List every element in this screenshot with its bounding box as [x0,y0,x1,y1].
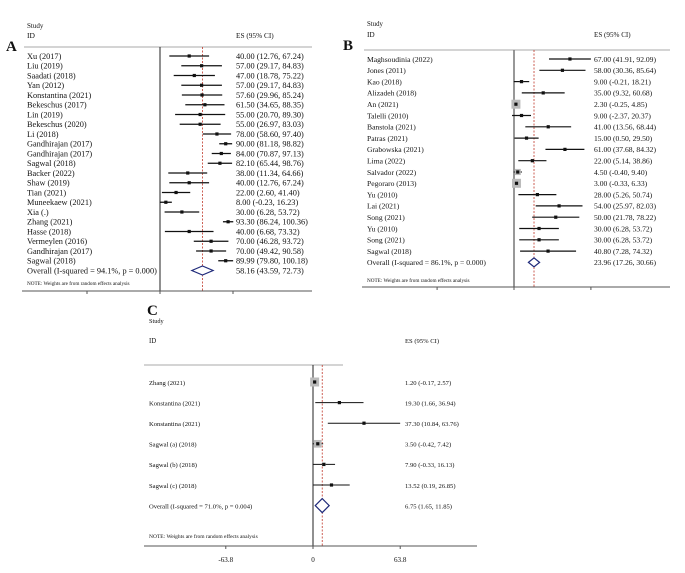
point-estimate-marker [164,201,167,204]
study-row [27,140,304,149]
pooled-diamond [315,499,329,513]
point-estimate-marker [220,152,223,155]
study-label: Xu (2017) [27,51,62,61]
effect-size-value: 57.60 (29.96, 85.24) [236,90,304,100]
study-label: Alizadeh (2018) [367,88,417,98]
weights-note: NOTE: Weights are from random effects analysis [27,281,130,287]
study-label: Muneekaew (2021) [27,198,92,208]
study-label: Vermeylen (2016) [27,237,88,247]
study-row [27,120,304,129]
study-row [367,179,648,188]
point-estimate-marker [188,54,191,57]
study-label: An (2021) [367,100,399,109]
effect-size-value: 70.00 (46.28, 93.72) [236,237,304,247]
point-estimate-marker [547,125,550,128]
study-row [27,257,308,266]
point-estimate-marker [316,442,319,445]
effect-size-value: 13.52 (0.19, 26.85) [405,482,456,490]
point-estimate-marker [210,240,213,243]
study-row [367,123,656,132]
study-label: Gandhirajan (2017) [27,149,93,159]
study-label: Pegoraro (2013) [367,179,417,189]
header-id: ID [149,338,157,345]
forest-plot-panel-b [340,0,685,296]
study-label: Tian (2021) [27,188,67,198]
effect-size-value: 41.00 (13.56, 68.44) [594,122,657,132]
point-estimate-marker [330,483,333,486]
study-label: Backer (2022) [27,168,75,178]
point-estimate-marker [186,171,189,174]
study-label: Maghsoudinia (2022) [367,54,433,64]
study-label: Shaw (2019) [27,178,70,188]
x-tick-label: -63.8 [218,556,234,564]
point-estimate-marker [542,91,545,94]
effect-size-value: 61.00 (37.68, 84.32) [594,145,657,155]
overall-effect-value: 23.96 (17.26, 30.66) [594,258,657,268]
header-es-ci: ES (95% CI) [594,31,631,39]
study-row [367,236,653,245]
study-row [27,71,304,80]
study-label: Lin (2019) [27,110,63,120]
point-estimate-marker [215,132,218,135]
study-row [27,159,304,168]
study-label: Yan (2012) [27,81,65,91]
study-label: Konstantina (2021) [149,400,201,408]
effect-size-value: 9.00 (-2.37, 20.37) [594,111,651,121]
point-estimate-marker [313,380,316,383]
study-row [27,227,300,236]
effect-size-value: 35.00 (9.32, 60.68) [594,88,653,98]
study-row [367,202,656,211]
study-row [367,100,648,109]
study-label: Salvador (2022) [367,167,417,177]
effect-size-value: 28.00 (5.26, 50.74) [594,190,653,200]
point-estimate-marker [180,210,183,213]
point-estimate-marker [514,103,517,106]
point-estimate-marker [520,80,523,83]
effect-size-value: 47.00 (18.78, 75.22) [236,71,304,81]
study-label: Sagwal (a) (2018) [149,441,197,449]
overall-row [149,499,452,513]
forest-plot-a-canvas [0,0,335,296]
effect-size-value: 82.10 (65.44, 98.76) [236,159,304,169]
effect-size-value: 1.20 (-0.17, 2.57) [405,379,452,387]
overall-effect-value: 6.75 (1.65, 11.85) [405,503,453,511]
weights-note: NOTE: Weights are from random effects analysis [149,534,258,540]
study-row [367,66,656,75]
effect-size-value: 4.50 (-0.40, 9.40) [594,167,648,177]
effect-size-value: 40.00 (12.76, 67.24) [236,178,304,188]
effect-size-value: 9.00 (-0.21, 18.21) [594,77,651,87]
point-estimate-marker [563,148,566,151]
study-row [27,91,304,100]
study-label: Patras (2021) [367,133,408,143]
study-label: Li (2018) [27,129,59,139]
study-row [27,81,304,90]
study-label: Yu (2010) [367,224,398,234]
point-estimate-marker [561,69,564,72]
panel-label-b: B [343,38,354,54]
point-estimate-marker [554,216,557,219]
effect-size-value: 3.00 (-0.33, 6.33) [594,179,648,189]
header-es-ci: ES (95% CI) [405,338,440,345]
overall-label: Overall (I-squared = 86.1%, p = 0.000) [367,258,486,268]
point-estimate-marker [193,74,196,77]
forest-plot-b-canvas [340,0,685,296]
study-row [149,483,456,490]
study-label: Saadati (2018) [27,71,76,81]
point-estimate-marker [218,162,221,165]
effect-size-value: 30.00 (6.28, 53.72) [594,235,653,245]
study-row [149,421,459,428]
study-row [27,169,304,178]
point-estimate-marker [188,181,191,184]
study-row [149,378,451,387]
effect-size-value: 40.00 (12.76, 67.24) [236,51,304,61]
point-estimate-marker [537,227,540,230]
point-estimate-marker [322,463,325,466]
study-label: Jones (2011) [367,66,406,76]
header-study: Study [149,318,164,325]
study-label: Lima (2022) [367,156,406,166]
study-row [27,52,304,61]
study-row [27,218,308,227]
study-label: Konstantina (2021) [27,90,92,100]
effect-size-value: 7.90 (-0.33, 16.13) [405,462,455,470]
study-label: Zhang (2021) [149,379,186,387]
point-estimate-marker [188,230,191,233]
point-estimate-marker [200,93,203,96]
point-estimate-marker [203,103,206,106]
effect-size-value: 8.00 (-0.23, 16.23) [236,198,299,208]
panel-label-a: A [6,39,17,55]
study-label: Song (2021) [367,235,405,245]
effect-size-value: 22.00 (2.60, 41.40) [236,188,300,198]
point-estimate-marker [520,114,523,117]
study-row [367,55,656,64]
effect-size-value: 58.00 (30.36, 85.64) [594,66,657,76]
point-estimate-marker [210,249,213,252]
study-row [367,190,653,199]
study-row [27,237,304,246]
point-estimate-marker [199,113,202,116]
point-estimate-marker [568,57,571,60]
point-estimate-marker [199,123,202,126]
study-row [27,179,304,188]
point-estimate-marker [516,170,519,173]
point-estimate-marker [537,238,540,241]
effect-size-value: 55.00 (26.97, 83.03) [236,120,304,130]
point-estimate-marker [200,64,203,67]
header-id: ID [27,31,35,40]
forest-plot-panel-c [135,296,685,568]
effect-size-value: 61.50 (34.65, 88.35) [236,100,304,110]
study-label: Sagwal (b) (2018) [149,462,197,470]
overall-row [367,258,656,267]
effect-size-value: 3.50 (-0.42, 7.42) [405,441,452,449]
study-label: Sagwal (2018) [367,246,412,256]
overall-row [27,266,304,275]
header-es-ci: ES (95% CI) [236,31,274,40]
point-estimate-marker [174,191,177,194]
overall-label: Overall (I-squared = 94.1%, p = 0.000) [27,266,157,276]
study-label: Sagwal (c) (2018) [149,482,197,490]
study-label: Bekeschus (2020) [27,120,87,130]
study-row [367,145,656,154]
point-estimate-marker [362,422,365,425]
pooled-diamond [192,266,213,275]
study-row [367,111,651,120]
study-row [27,198,298,207]
study-label: Gandhirajan (2017) [27,139,93,149]
study-row [367,213,656,222]
study-label: Yu (2010) [367,190,398,200]
effect-size-value: 55.00 (20.70, 89.30) [236,110,304,120]
effect-size-value: 2.30 (-0.25, 4.85) [594,100,648,109]
header-study: Study [367,21,383,28]
study-row [367,89,653,98]
study-row [367,157,653,166]
study-label: Song (2021) [367,213,405,222]
point-estimate-marker [557,204,560,207]
effect-size-value: 22.00 (5.14, 38.86) [594,156,653,166]
point-estimate-marker [531,159,534,162]
study-row [27,208,300,217]
effect-size-value: 78.00 (58.60, 97.40) [236,129,304,139]
effect-size-value: 38.00 (11.34, 64.66) [236,168,304,178]
point-estimate-marker [536,193,539,196]
overall-label: Overall (I-squared = 71.0%, p = 0.004) [149,503,253,511]
study-label: Konstantina (2021) [149,421,201,428]
study-row [367,247,653,256]
effect-size-value: 90.00 (81.18, 98.82) [236,139,304,149]
study-label: Zhang (2021) [27,217,73,227]
x-tick-label: 0 [311,556,315,564]
point-estimate-marker [546,250,549,253]
effect-size-value: 19.30 (1.66, 36.94) [405,400,456,408]
study-row [27,149,304,158]
effect-size-value: 30.00 (6.28, 53.72) [236,207,300,217]
effect-size-value: 54.00 (25.97, 82.03) [594,201,657,211]
effect-size-value: 37.30 (10.84, 63.76) [405,421,459,428]
study-label: Xia (.) [27,207,49,217]
effect-size-value: 15.00 (0.50, 29.50) [594,133,653,143]
pooled-diamond [528,258,539,267]
point-estimate-marker [515,182,518,185]
effect-size-value: 89.99 (79.80, 100.18) [236,256,308,266]
study-label: Gandhirajan (2017) [27,246,93,256]
study-row [149,440,451,449]
study-row [149,462,454,469]
study-row [27,62,304,71]
header-id: ID [367,30,375,39]
study-row [367,77,651,86]
panel-label-c: C [147,303,158,319]
effect-size-value: 50.00 (21.78, 78.22) [594,213,657,222]
point-estimate-marker [227,220,230,223]
header-study: Study [27,22,44,30]
point-estimate-marker [338,401,341,404]
study-row [27,247,304,256]
effect-size-value: 67.00 (41.91, 92.09) [594,54,657,64]
study-row [27,110,304,119]
effect-size-value: 40.80 (7.28, 74.32) [594,246,653,256]
study-label: Lai (2021) [367,201,400,211]
point-estimate-marker [200,84,203,87]
study-label: Grabowska (2021) [367,145,424,155]
study-row [367,134,653,143]
point-estimate-marker [224,259,227,262]
study-label: Sagwal (2018) [27,256,76,266]
study-label: Sagwal (2018) [27,159,76,169]
forest-plot-panel-a [0,0,335,296]
weights-note: NOTE: Weights are from random effects analysis [367,278,470,284]
study-row [27,101,304,110]
effect-size-value: 57.00 (29.17, 84.83) [236,61,304,71]
point-estimate-marker [525,137,528,140]
study-label: Kao (2018) [367,77,402,87]
point-estimate-marker [224,142,227,145]
forest-plot-c-canvas [135,296,685,568]
study-row [27,130,304,139]
study-row [367,224,653,233]
study-label: Liu (2019) [27,61,63,71]
effect-size-value: 40.00 (6.68, 73.32) [236,227,300,237]
study-label: Talelli (2010) [367,111,409,121]
effect-size-value: 30.00 (6.28, 53.72) [594,224,653,234]
study-label: Banstola (2021) [367,122,416,132]
effect-size-value: 57.00 (29.17, 84.83) [236,81,304,91]
overall-effect-value: 58.16 (43.59, 72.73) [236,266,304,276]
effect-size-value: 70.00 (49.42, 90.58) [236,246,304,256]
effect-size-value: 84.00 (70.87, 97.13) [236,149,304,159]
study-row [149,400,456,407]
study-row [367,168,648,177]
effect-size-value: 93.30 (86.24, 100.36) [236,217,308,227]
x-tick-label: 63.8 [394,556,407,564]
study-label: Hasse (2018) [27,227,72,237]
study-row [27,188,300,197]
study-label: Bekeschus (2017) [27,100,87,110]
